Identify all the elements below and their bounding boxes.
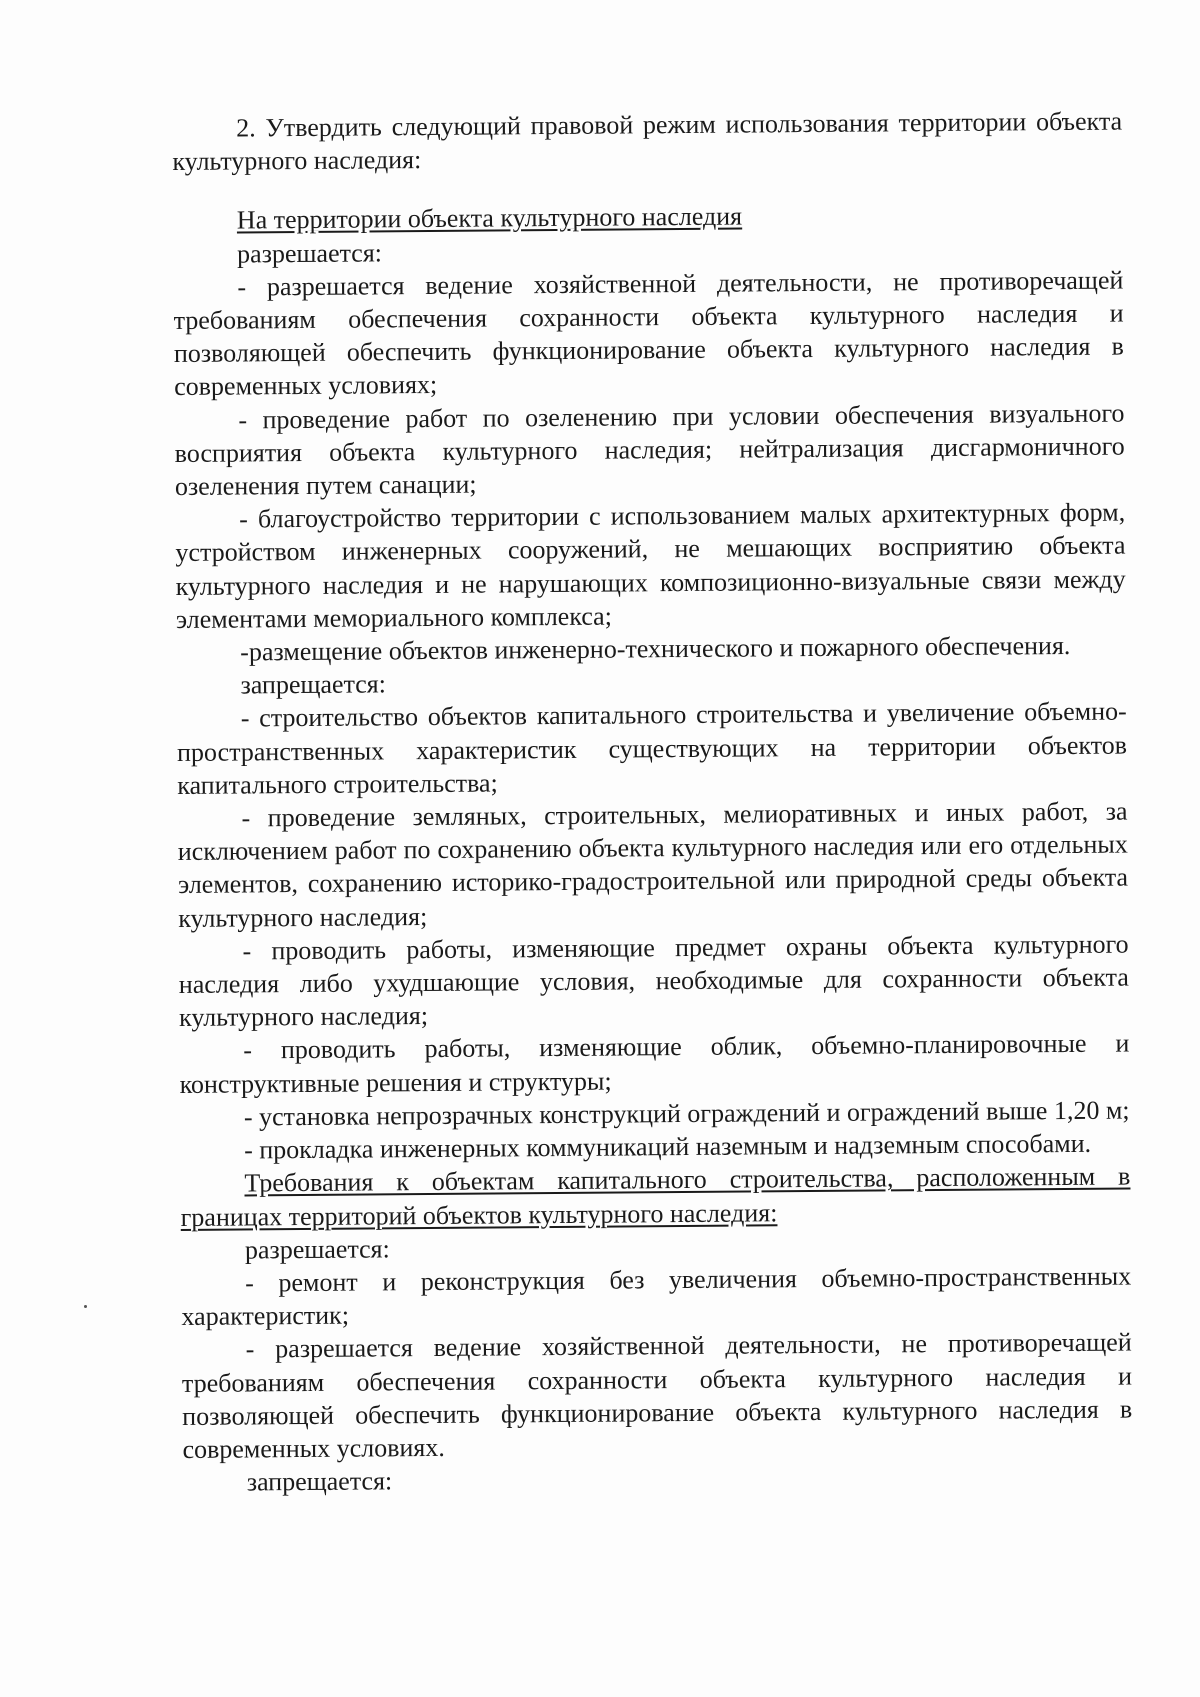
scan-speck xyxy=(84,1305,87,1308)
section-1-forbidden-item: - проводить работы, изменяющие облик, объемно-планировочные и конструктивные решения и структуры; xyxy=(179,1028,1130,1099)
section-2-allowed-label: разрешается: xyxy=(244,1234,390,1265)
item-2-paragraph: 2. Утвердить следующий правовой режим использования территории объекта культурного наследия: xyxy=(172,106,1123,177)
section-1-allowed-item: - разрешается ведение хозяйственной деятельности, не противоречащей требованиям обеспечения сохранности объекта культурного наследия и позволяющей обеспечить функционирование объекта культурного наследия в современных условиях; xyxy=(173,265,1124,402)
section-1-forbidden-item: - установка непрозрачных конструкций ограждений и ограждений выше 1,20 м; xyxy=(243,1095,1130,1132)
section-2-heading: Требования к объектам капитального строительства, расположенным в границах территорий объектов культурного наследия: xyxy=(180,1161,1131,1232)
section-2-allowed-item: - разрешается ведение хозяйственной деятельности, не противоречащей требованиям обеспечения сохранности объекта культурного наследия и позволяющей обеспечить функционирование объекта культурного наследия в современных условиях. xyxy=(181,1327,1133,1464)
section-2-forbidden-label: запрещается: xyxy=(246,1466,393,1497)
section-1-heading: На территории объекта культурного наследия xyxy=(236,201,743,235)
section-1-allowed-label: разрешается: xyxy=(237,237,383,269)
section-1-forbidden-item: - прокладка инженерных коммуникаций наземным и надземным способами. xyxy=(244,1128,1092,1165)
section-1-allowed-item: - благоустройство территории с использованием малых архитектурных форм, устройством инженерных сооружений, не мешающих восприятию объекта культурного наследия и не нарушающих композиционно-визуальные связи между элементами мемориального комплекса; xyxy=(175,497,1126,634)
section-1-forbidden-item: - строительство объектов капитального строительства и увеличение объемно-пространственных характеристик существующих на территории объектов капитального строительства; xyxy=(176,696,1128,800)
section-2-allowed-item: - ремонт и реконструкция без увеличения объемно-пространственных характеристик; xyxy=(181,1261,1132,1332)
section-1-forbidden-item: - проведение земляных, строительных, мелиоративных и иных работ, за исключением работ по сохранению объекта культурного наследия или его отдельных элементов, сохранению историко-градостроительной или природной среды объекта культурного наследия; xyxy=(177,796,1129,933)
document-body xyxy=(172,105,1133,1500)
section-1-forbidden-item: - проводить работы, изменяющие предмет охраны объекта культурного наследия либо ухудшающие условия, необходимые для сохранности объекта культурного наследия; xyxy=(178,929,1129,1033)
section-1-allowed-item: -размещение объектов инженерно-технического и пожарного обеспечения. xyxy=(240,631,1071,667)
section-1-allowed-item: - проведение работ по озеленению при условии обеспечения визуального восприятия объекта культурного наследия; нейтрализация дисгармоничного озеленения путем санации; xyxy=(174,398,1125,502)
section-1-forbidden-label: запрещается: xyxy=(240,669,387,700)
